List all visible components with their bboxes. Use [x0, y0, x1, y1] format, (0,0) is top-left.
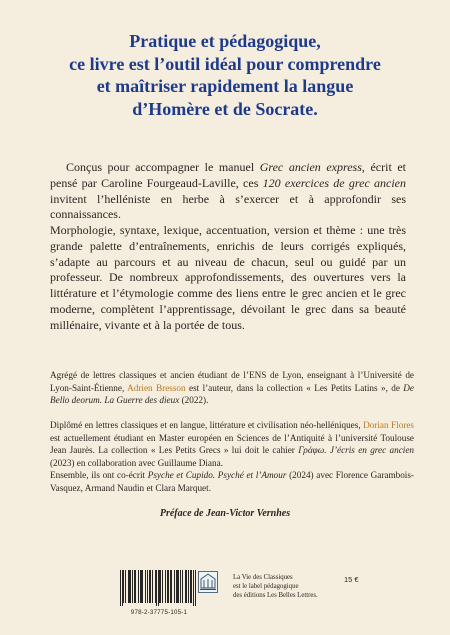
barcode-bar — [155, 570, 156, 603]
barcode-bar — [177, 570, 178, 603]
coauthors-paragraph: Ensemble, ils ont co-écrit Psyche et Cupido. Psyché et l’Amour (2024) avec Florence Garambois-Vasquez, Armand Naudin et Clara Marquet. — [50, 470, 414, 493]
content-paragraph: Morphologie, syntaxe, lexique, accentuation, version et thème : une très grande palette d’entraînements, enrichis de leurs corrigés expliqués, s’adapte au parcours et au niveau de chacun, seul ou guidé par un professeur. De nombreux approfondissements, des ouvertures vers la littérature et l’étymologie comme des liens entre le grec ancien et le grec moderne, complètent l’apprentissage, dévoilant le grec dans sa beauté millénaire, vivante et à la portée de tous. — [50, 223, 406, 332]
barcode-bar — [138, 570, 139, 603]
barcode-bar — [185, 570, 186, 603]
barcode-bar — [123, 570, 124, 603]
headline-line: d’Homère et de Socrate. — [132, 98, 318, 119]
barcode-bar — [122, 570, 123, 606]
publisher-label — [233, 573, 333, 600]
intro-paragraph: Conçus pour accompagner le manuel Grec ancien express, écrit et pensé par Caroline Fourgeaud-Laville, ces 120 exercices de grec ancien invitent l’helléniste en herbe à s’exercer et à approfondir ses connaissances. — [50, 160, 406, 222]
barcode-bar — [145, 570, 146, 603]
barcode-bar — [147, 570, 148, 603]
barcode-bar — [193, 570, 194, 606]
barcode-bar — [165, 570, 166, 603]
barcode-bar — [135, 570, 136, 603]
book-title: Psyche et Cupido. Psyché et l’Amour — [147, 470, 287, 480]
label-line: des éditions Les Belles Lettres. — [233, 592, 318, 599]
book-title: Grec ancien express — [259, 160, 362, 174]
barcode-icon — [120, 570, 196, 606]
barcode-bar — [152, 570, 153, 603]
barcode-bar — [128, 570, 129, 603]
publisher-logo-icon — [198, 571, 218, 593]
barcode-bar — [188, 570, 189, 603]
barcode-bar — [150, 570, 151, 603]
label-line: La Vie des Classiques — [233, 574, 293, 581]
isbn-number: 978-2-37775-105-1 — [130, 609, 188, 616]
barcode-bar — [191, 570, 192, 603]
barcode-bar — [141, 570, 142, 603]
barcode-bar — [130, 570, 131, 603]
barcode-bar — [195, 570, 196, 606]
author-bio-flores: Diplômé en lettres classiques et en langue, littérature et civilisation néo-helléniques, Dorian Flores est actuellement étudiant en Master européen en Sciences de l’Antiquité à l’université Toulouse Jean Jaurès. La collection « Les Petits Grecs » lui doit le cahier Γράφω. J’écris en grec ancien (2023) en collaboration avec Guillaume Diana. — [50, 420, 415, 468]
barcode-bar — [186, 570, 187, 603]
author-bio-bresson: Agrégé de lettres classiques et ancien étudiant de l’ENS de Lyon, enseignant à l’Université de Lyon-Saint-Étienne, Adrien Bresson est l’auteur, dans la collection « Les Petits Latins », de De Bello deorum. La Guerre des dieux (2022). — [50, 370, 414, 405]
barcode-bar — [129, 570, 130, 603]
barcode-bar — [125, 570, 126, 603]
barcode-bar — [149, 570, 150, 603]
barcode-bar — [190, 570, 191, 603]
author-name: Dorian Flores — [363, 420, 414, 430]
back-cover-headline — [20, 30, 430, 120]
preface-credit: Préface de Jean-Victor Vernhes — [159, 508, 291, 519]
headline-line: et maîtriser rapidement la langue — [96, 76, 354, 96]
barcode-bar — [176, 570, 177, 603]
barcode-bar — [142, 570, 143, 603]
headline-line: ce livre est l’outil idéal pour comprendre — [69, 53, 381, 74]
barcode-bar — [162, 570, 163, 603]
barcode-bar — [167, 570, 168, 603]
barcode-bar — [182, 570, 183, 603]
barcode-bar — [160, 570, 161, 603]
book-title: De Bello deorum. La Guerre des dieux — [50, 382, 414, 405]
barcode-bar — [140, 570, 141, 603]
barcode-bar — [180, 570, 181, 603]
book-title: 120 exercices de grec ancien — [262, 175, 406, 190]
barcode-bar — [174, 570, 175, 603]
barcode-bar — [178, 570, 179, 603]
barcode-bar — [159, 570, 160, 603]
barcode-bar — [156, 570, 157, 606]
barcode-bar — [170, 570, 171, 603]
barcode-bar — [158, 570, 159, 606]
barcode-bar — [134, 570, 135, 603]
headline-line: Pratique et pédagogique, — [129, 31, 321, 51]
label-line: est le label pédagogique — [233, 583, 299, 590]
book-title: Γράφω. J’écris en grec ancien — [298, 445, 415, 455]
barcode-bar — [171, 570, 172, 603]
author-name: Adrien Bresson — [127, 382, 186, 393]
barcode-bar — [132, 570, 133, 603]
price: 15 € — [344, 575, 359, 584]
barcode-bar — [120, 570, 121, 606]
barcode-bar — [168, 570, 169, 603]
